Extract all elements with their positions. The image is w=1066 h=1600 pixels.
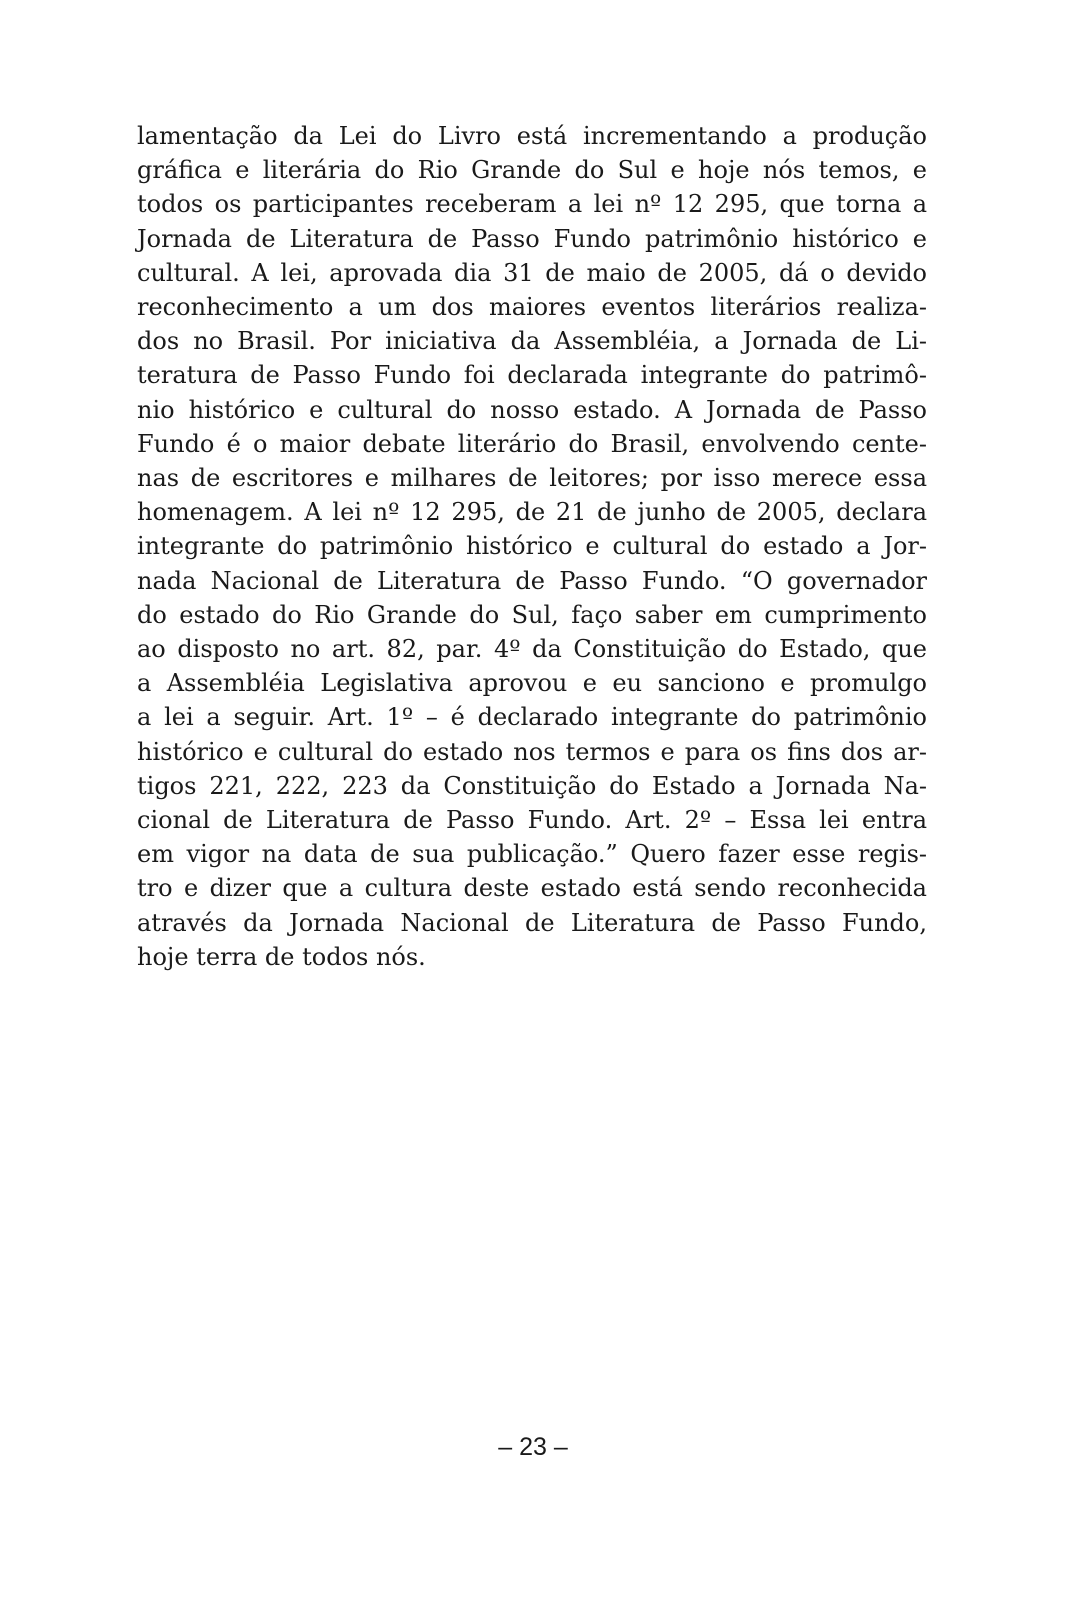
text-line: tro e dizer que a cultura deste estado está sendo reconhecida: [137, 874, 927, 903]
body-paragraph: [137, 119, 927, 974]
text-line: nio histórico e cultural do nosso estado. A Jornada de Passo: [137, 395, 927, 424]
text-line: integrante do patrimônio histórico e cultural do estado a Jor-: [137, 532, 927, 561]
text-line: homenagem. A lei nº 12 295, de 21 de junho de 2005, declara: [137, 498, 927, 527]
text-line: através da Jornada Nacional de Literatura de Passo Fundo,: [137, 908, 927, 937]
text-line: do estado do Rio Grande do Sul, faço saber em cumprimento: [137, 600, 927, 629]
text-line: gráfica e literária do Rio Grande do Sul e hoje nós temos, e: [137, 156, 927, 185]
text-line: dos no Brasil. Por iniciativa da Assembléia, a Jornada de Li-: [137, 327, 927, 356]
text-line: nas de escritores e milhares de leitores; por isso merece essa: [137, 464, 927, 493]
text-line: a lei a seguir. Art. 1º – é declarado integrante do patrimônio: [137, 703, 927, 732]
text-line: ao disposto no art. 82, par. 4º da Constituição do Estado, que: [137, 635, 927, 664]
text-line: cional de Literatura de Passo Fundo. Art. 2º – Essa lei entra: [137, 806, 927, 835]
text-line: tigos 221, 222, 223 da Constituição do Estado a Jornada Na-: [137, 771, 927, 800]
text-line: histórico e cultural do estado nos termos e para os fins dos ar-: [137, 737, 927, 766]
text-line: cultural. A lei, aprovada dia 31 de maio de 2005, dá o devido: [137, 258, 927, 287]
text-line: todos os participantes receberam a lei nº 12 295, que torna a: [137, 190, 927, 219]
page-number: – 23 –: [498, 1433, 568, 1461]
text-line: Jornada de Literatura de Passo Fundo patrimônio histórico e: [137, 224, 927, 253]
text-line: em vigor na data de sua publicação.” Quero fazer esse regis-: [137, 840, 927, 869]
text-line: hoje terra de todos nós.: [137, 942, 426, 971]
text-line: reconhecimento a um dos maiores eventos literários realiza-: [137, 293, 927, 322]
text-line: Fundo é o maior debate literário do Brasil, envolvendo cente-: [137, 429, 927, 458]
text-line: a Assembléia Legislativa aprovou e eu sanciono e promulgo: [137, 669, 927, 698]
text-line: nada Nacional de Literatura de Passo Fundo. “O governador: [137, 566, 927, 595]
text-line: lamentação da Lei do Livro está incrementando a produção: [137, 122, 927, 150]
text-line: teratura de Passo Fundo foi declarada integrante do patrimô-: [137, 361, 927, 390]
